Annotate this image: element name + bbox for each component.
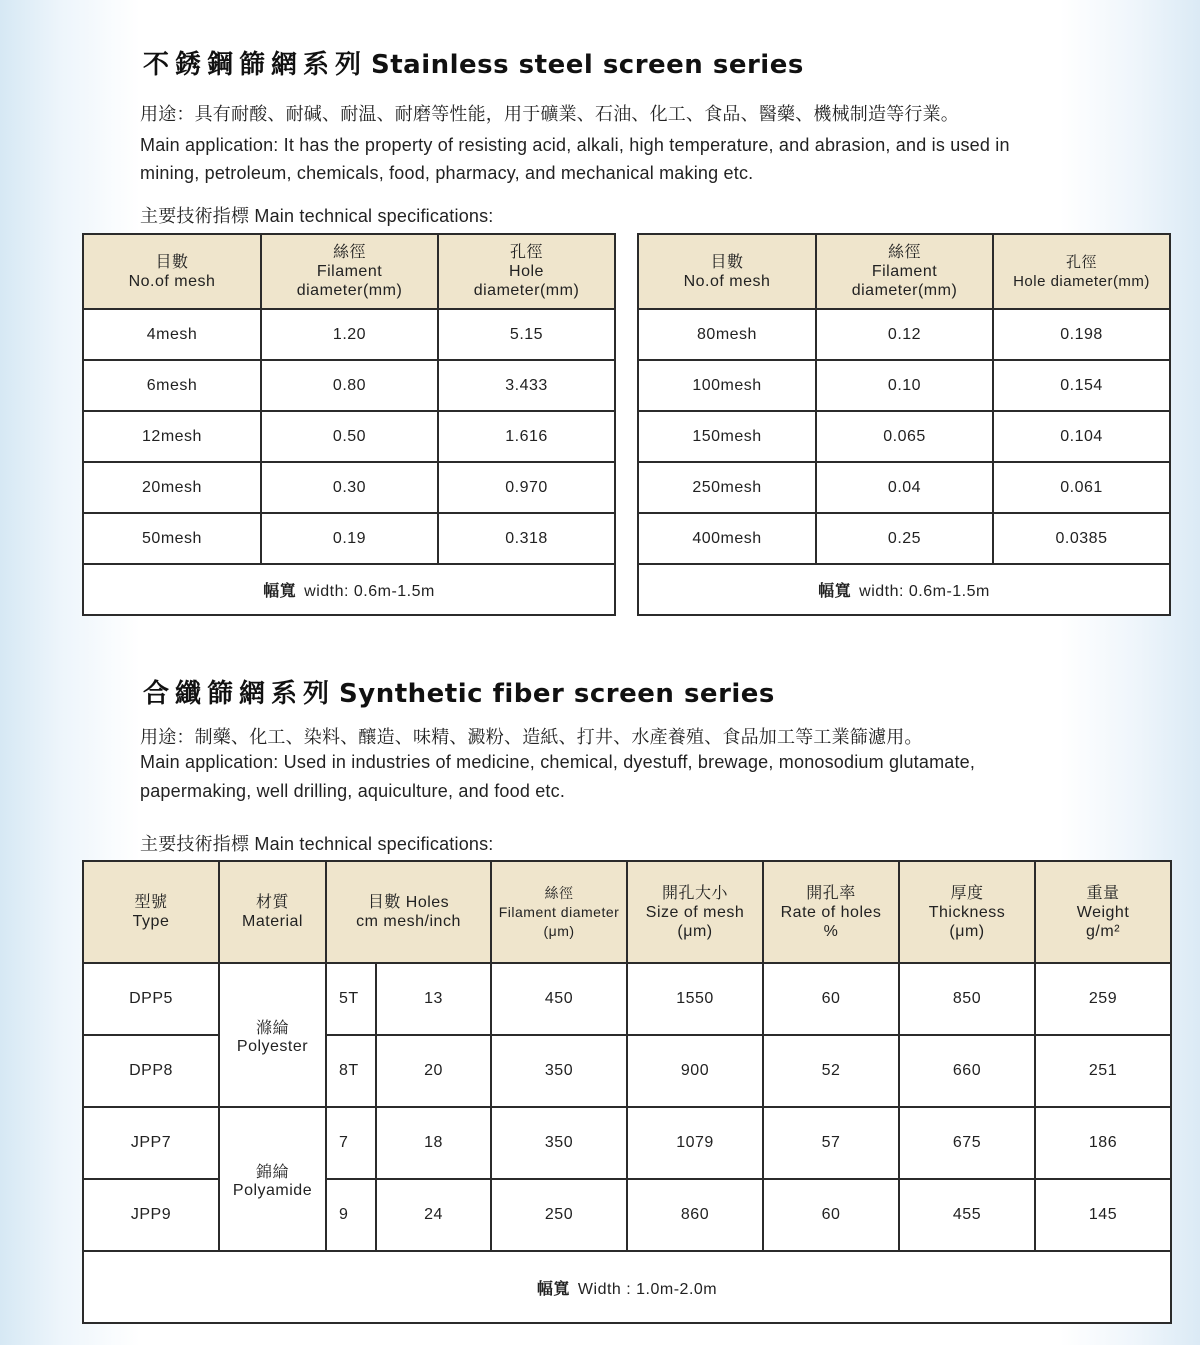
- cell-mesh-inch: 18: [376, 1107, 491, 1179]
- cell-mesh: 150mesh: [638, 411, 816, 462]
- header-weight: 重量 Weight g/m²: [1035, 861, 1171, 963]
- cell-mesh-inch: 20: [376, 1035, 491, 1107]
- synthetic-section-title: [143, 673, 775, 710]
- cell-rate: 60: [763, 1179, 899, 1251]
- stainless-title-cn: 不銹鋼篩網系列: [143, 50, 368, 80]
- header-hole: 孔徑 Hole diameter(mm): [438, 234, 615, 309]
- width-value: width: 0.6m-1.5m: [859, 583, 990, 600]
- cell-mesh: 6mesh: [83, 360, 261, 411]
- cell-weight: 145: [1035, 1179, 1171, 1251]
- synthetic-table: [82, 860, 1172, 1324]
- cell-mesh: 80mesh: [638, 309, 816, 360]
- stainless-table-left: [82, 233, 616, 616]
- synthetic-title-en: Synthetic fiber screen series: [339, 679, 775, 709]
- cell-thickness: 660: [899, 1035, 1035, 1107]
- table-header-row: [83, 234, 615, 309]
- synthetic-usage-cn: 用途：制藥、化工、染料、釀造、味精、澱粉、造紙、打井、水產養殖、食品加工等工業篩濾用。: [140, 727, 923, 747]
- cell-holes-cm: 5T: [326, 963, 376, 1035]
- cell-material: 滌綸 Polyester: [219, 963, 326, 1107]
- stainless-title-en: Stainless steel screen series: [371, 50, 804, 80]
- cell-holes-cm: 8T: [326, 1035, 376, 1107]
- table-row: [83, 1107, 1171, 1179]
- stainless-application-line-1: Main application: It has the property of resisting acid, alkali, high temperature, and abrasion, and is used in: [140, 135, 1010, 155]
- cell-hole: 1.616: [438, 411, 615, 462]
- cell-mesh: 250mesh: [638, 462, 816, 513]
- header-rate: 開孔率 Rate of holes %: [763, 861, 899, 963]
- cell-hole: 0.318: [438, 513, 615, 564]
- header-hole: 孔徑 Hole diameter(mm): [993, 234, 1170, 309]
- table-footer-row: [83, 564, 615, 615]
- width-note: [83, 564, 615, 615]
- cell-filament: 0.50: [261, 411, 438, 462]
- cell-filament: 0.80: [261, 360, 438, 411]
- cell-filament: 0.04: [816, 462, 993, 513]
- cell-filament: 350: [491, 1107, 627, 1179]
- cell-mesh: 50mesh: [83, 513, 261, 564]
- cell-filament: 0.19: [261, 513, 438, 564]
- header-type: 型號 Type: [83, 861, 219, 963]
- table-row: [83, 963, 1171, 1035]
- cell-filament: 0.065: [816, 411, 993, 462]
- stainless-application-line-2: mining, petroleum, chemicals, food, pharmacy, and mechanical making etc.: [140, 163, 754, 183]
- cell-filament: 1.20: [261, 309, 438, 360]
- cell-filament: 450: [491, 963, 627, 1035]
- cell-weight: 251: [1035, 1035, 1171, 1107]
- table-row: [83, 513, 615, 564]
- cell-mesh: 100mesh: [638, 360, 816, 411]
- cell-hole: 3.433: [438, 360, 615, 411]
- cell-filament: 0.25: [816, 513, 993, 564]
- cell-size: 1079: [627, 1107, 763, 1179]
- synthetic-application-line-2: papermaking, well drilling, aquiculture, and food etc.: [140, 781, 566, 801]
- table-row: [83, 411, 615, 462]
- cell-hole: 0.061: [993, 462, 1170, 513]
- header-size: 開孔大小 Size of mesh (μm): [627, 861, 763, 963]
- cell-holes-cm: 7: [326, 1107, 376, 1179]
- cell-weight: 259: [1035, 963, 1171, 1035]
- cell-thickness: 455: [899, 1179, 1035, 1251]
- table-row: [83, 462, 615, 513]
- header-filament: 絲徑 Filament diameter(mm): [816, 234, 993, 309]
- cell-mesh: 12mesh: [83, 411, 261, 462]
- cell-type: DPP8: [83, 1035, 219, 1107]
- width-label-cn: 幅寬: [536, 1280, 570, 1298]
- cell-size: 900: [627, 1035, 763, 1107]
- cell-type: JPP9: [83, 1179, 219, 1251]
- cell-size: 1550: [627, 963, 763, 1035]
- cell-filament: 0.10: [816, 360, 993, 411]
- width-note: [83, 1251, 1171, 1323]
- stainless-section-title: [143, 44, 804, 81]
- cell-mesh-inch: 13: [376, 963, 491, 1035]
- cell-hole: 0.104: [993, 411, 1170, 462]
- table-row: [638, 411, 1170, 462]
- width-label-cn: 幅寬: [818, 583, 852, 600]
- table-row: [638, 309, 1170, 360]
- cell-type: DPP5: [83, 963, 219, 1035]
- cell-mesh-inch: 24: [376, 1179, 491, 1251]
- synthetic-spec-label: 主要技術指標 Main technical specifications:: [140, 834, 494, 854]
- width-value: width: 0.6m-1.5m: [304, 583, 435, 600]
- table-header-row: [83, 861, 1171, 963]
- cell-mesh: 400mesh: [638, 513, 816, 564]
- cell-hole: 0.0385: [993, 513, 1170, 564]
- header-thickness: 厚度 Thickness (μm): [899, 861, 1035, 963]
- cell-type: JPP7: [83, 1107, 219, 1179]
- table-row: [638, 360, 1170, 411]
- width-value: Width : 1.0m-2.0m: [577, 1280, 718, 1298]
- cell-filament: 350: [491, 1035, 627, 1107]
- cell-filament: 0.12: [816, 309, 993, 360]
- cell-mesh: 20mesh: [83, 462, 261, 513]
- synthetic-application-line-1: Main application: Used in industries of medicine, chemical, dyestuff, brewage, monosodium glutamate,: [140, 752, 976, 772]
- cell-rate: 60: [763, 963, 899, 1035]
- cell-hole: 5.15: [438, 309, 615, 360]
- stainless-spec-label: 主要技術指標 Main technical specifications:: [140, 206, 494, 226]
- header-holes: 目數 Holes cm mesh/inch: [326, 861, 491, 963]
- header-material: 材質 Material: [219, 861, 326, 963]
- cell-thickness: 850: [899, 963, 1035, 1035]
- synthetic-title-cn: 合纖篩網系列: [143, 679, 336, 709]
- table-footer-row: [83, 1251, 1171, 1323]
- cell-thickness: 675: [899, 1107, 1035, 1179]
- cell-material: 錦綸 Polyamide: [219, 1107, 326, 1251]
- cell-hole: 0.198: [993, 309, 1170, 360]
- table-footer-row: [638, 564, 1170, 615]
- header-mesh: 目數 No.of mesh: [638, 234, 816, 309]
- cell-rate: 57: [763, 1107, 899, 1179]
- cell-hole: 0.154: [993, 360, 1170, 411]
- cell-filament: 0.30: [261, 462, 438, 513]
- cell-size: 860: [627, 1179, 763, 1251]
- stainless-table-right: [637, 233, 1171, 616]
- cell-holes-cm: 9: [326, 1179, 376, 1251]
- header-filament: 絲徑 Filament diameter(mm): [261, 234, 438, 309]
- width-note: [638, 564, 1170, 615]
- table-row: [83, 360, 615, 411]
- cell-hole: 0.970: [438, 462, 615, 513]
- cell-mesh: 4mesh: [83, 309, 261, 360]
- cell-weight: 186: [1035, 1107, 1171, 1179]
- table-row: [638, 513, 1170, 564]
- cell-rate: 52: [763, 1035, 899, 1107]
- width-label-cn: 幅寬: [263, 583, 297, 600]
- table-header-row: [638, 234, 1170, 309]
- header-filament: 絲徑 Filament diameter (μm): [491, 861, 627, 963]
- stainless-usage-cn: 用途：具有耐酸、耐碱、耐温、耐磨等性能，用于礦業、石油、化工、食品、醫藥、機械制造等行業。: [140, 104, 959, 124]
- table-row: [638, 462, 1170, 513]
- table-row: [83, 309, 615, 360]
- cell-filament: 250: [491, 1179, 627, 1251]
- header-mesh: 目數 No.of mesh: [83, 234, 261, 309]
